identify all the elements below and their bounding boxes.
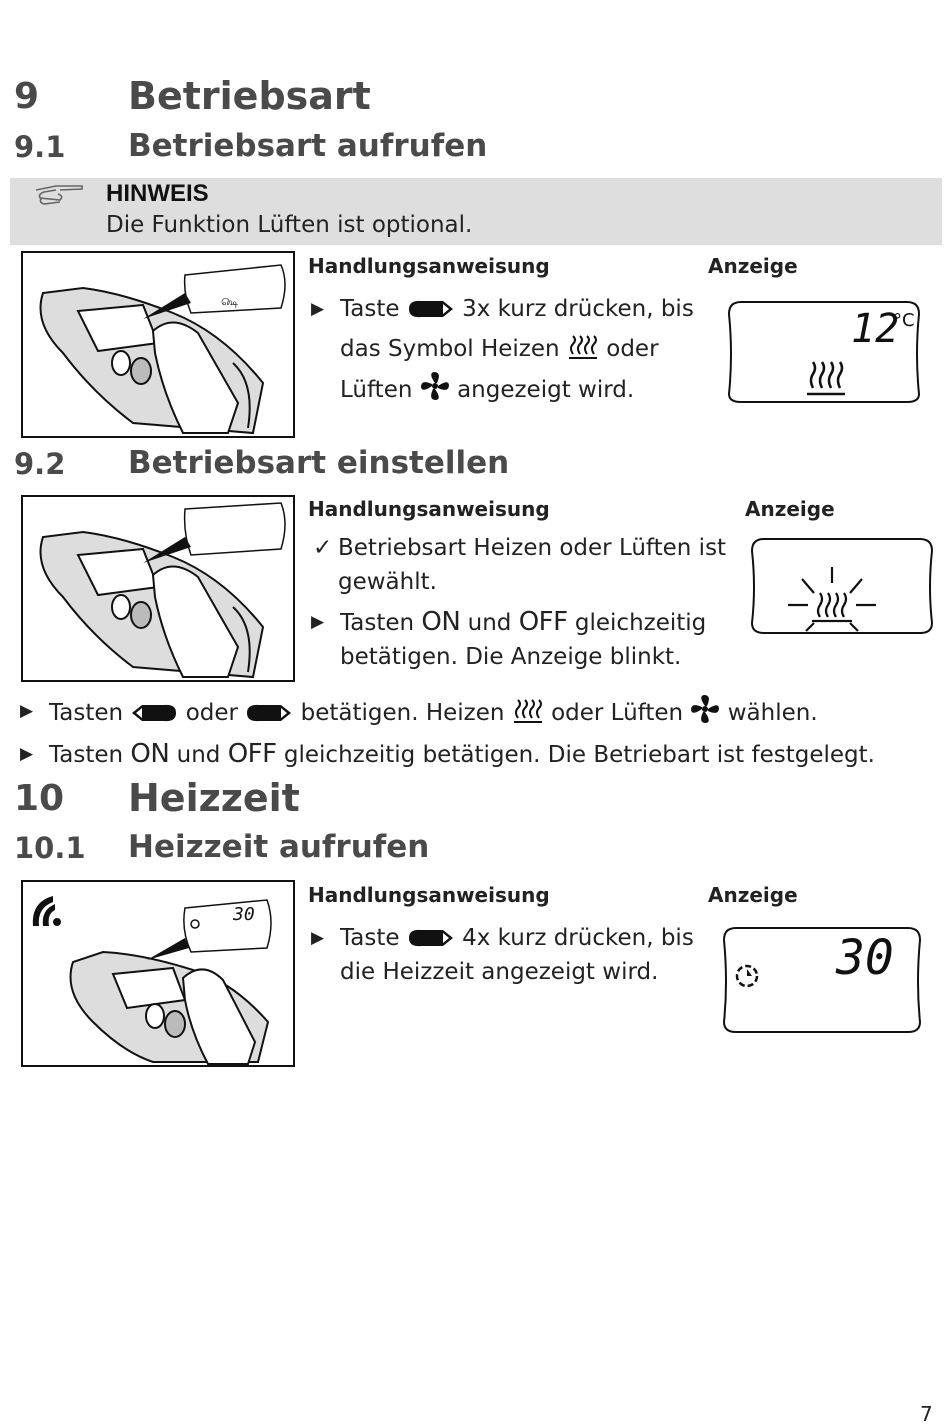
- display-unit: °C: [893, 310, 915, 331]
- step-arrow: ▶: [20, 744, 34, 764]
- heat-icon: [512, 696, 544, 724]
- section-9-2-title: Betriebsart einstellen: [128, 445, 510, 481]
- step-text: Lüften: [340, 377, 413, 403]
- right-button-icon: [407, 927, 455, 949]
- step-9-1-line1: [340, 292, 694, 326]
- step-9-2-line2: betätigen. Die Anzeige blinkt.: [340, 644, 682, 670]
- off-key-label: OFF: [518, 607, 568, 637]
- step-text: Taste: [340, 296, 400, 322]
- fan-icon: [420, 371, 450, 401]
- step-arrow: ▶: [311, 612, 325, 632]
- step-text: 4x kurz drücken, bis: [462, 925, 694, 951]
- step-arrow: ▶: [311, 299, 325, 319]
- step-text: oder Lüften: [551, 700, 684, 726]
- note-box: [10, 178, 942, 245]
- section-10-number: 10: [14, 778, 65, 819]
- section-10-1-title: Heizzeit aufrufen: [128, 829, 430, 865]
- step-9-1-line3: [340, 371, 634, 407]
- step-text: Tasten: [340, 610, 415, 636]
- section-9-title: Betriebsart: [128, 74, 371, 118]
- col-instr-10-1: Handlungsanweisung: [308, 883, 550, 907]
- remote-illustration-10-1: [21, 880, 295, 1067]
- on-key-label: ON: [130, 739, 170, 769]
- step-text: oder: [185, 700, 238, 726]
- left-button-icon: [130, 702, 178, 724]
- col-display-9-2: Anzeige: [745, 497, 835, 521]
- col-display-9-1: Anzeige: [708, 254, 798, 278]
- section-9-1-title: Betriebsart aufrufen: [128, 128, 488, 164]
- full-step-1: [49, 694, 818, 730]
- step-text: betätigen. Heizen: [300, 700, 505, 726]
- display-10-1: [722, 924, 922, 1036]
- off-key-label: OFF: [227, 739, 277, 769]
- page-number: 7: [920, 1402, 933, 1426]
- col-display-10-1: Anzeige: [708, 883, 798, 907]
- step-text: oder: [606, 336, 659, 362]
- col-instr-9-1: Handlungsanweisung: [308, 254, 550, 278]
- step-text: und: [176, 742, 221, 768]
- on-key-label: ON: [421, 607, 461, 637]
- fan-icon: [690, 694, 720, 724]
- step-text: das Symbol Heizen: [340, 336, 560, 362]
- display-9-2-blinking: [750, 535, 934, 637]
- step-text: Tasten: [49, 700, 124, 726]
- step-9-1-line2: [340, 332, 659, 366]
- pointing-hand-icon: [30, 180, 86, 206]
- section-9-2-number: 9.2: [14, 447, 66, 481]
- illustration-display-value: 30: [233, 904, 255, 925]
- check-line1: Betriebsart Heizen oder Lüften ist: [338, 535, 727, 561]
- display-heating-time: 30: [836, 930, 894, 986]
- note-title: HINWEIS: [106, 180, 209, 207]
- step-text: gleichzeitig betätigen. Die Betriebart ist festgelegt.: [283, 742, 875, 768]
- section-10-1-number: 10.1: [14, 831, 86, 865]
- step-arrow: ▶: [311, 928, 325, 948]
- step-10-1-line1: [340, 921, 694, 955]
- step-text: Tasten: [49, 742, 124, 768]
- heat-icon: [567, 332, 599, 360]
- display-temperature: 12: [851, 306, 900, 352]
- remote-illustration-9-1: [21, 251, 295, 438]
- note-text: Die Funktion Lüften ist optional.: [106, 212, 473, 238]
- step-text: und: [467, 610, 512, 636]
- step-arrow: ▶: [20, 701, 34, 721]
- step-9-2-line1: [340, 605, 706, 640]
- right-button-icon: [407, 298, 455, 320]
- check-icon: ✓: [313, 535, 333, 561]
- remote-illustration-9-2: [21, 495, 295, 682]
- section-9-1-number: 9.1: [14, 130, 66, 164]
- step-text: gleichzeitig: [574, 610, 707, 636]
- col-instr-9-2: Handlungsanweisung: [308, 497, 550, 521]
- display-9-1: [727, 298, 921, 406]
- step-text: 3x kurz drücken, bis: [462, 296, 694, 322]
- right-button-icon: [245, 702, 293, 724]
- svg-text:௸: ௸: [221, 295, 239, 308]
- check-line2: gewählt.: [338, 569, 437, 595]
- step-text: angezeigt wird.: [457, 377, 635, 403]
- step-text: Taste: [340, 925, 400, 951]
- section-10-title: Heizzeit: [128, 776, 300, 820]
- step-10-1-line2: die Heizzeit angezeigt wird.: [340, 959, 659, 985]
- section-9-number: 9: [14, 76, 40, 117]
- step-text: wählen.: [727, 700, 818, 726]
- full-step-2: [49, 737, 875, 772]
